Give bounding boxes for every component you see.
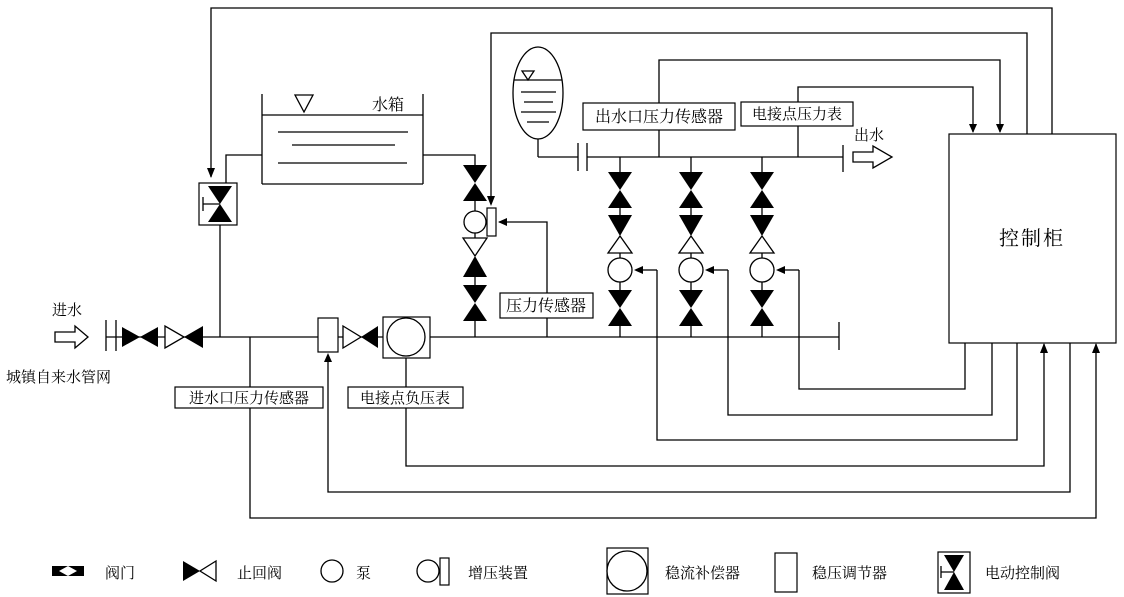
pump-column-3 [750, 157, 965, 389]
legend-label: 稳压调节器 [812, 566, 888, 582]
flow-compensator-circle [387, 318, 425, 356]
valve-triangle [750, 290, 774, 308]
sensor-leader-line [499, 222, 547, 337]
flow-arrow-right-icon [55, 326, 88, 348]
negative-gauge-annotation [348, 343, 1048, 466]
pump-circle [750, 258, 774, 282]
legend-item-pump [321, 560, 371, 582]
legend-label: 电动控制阀 [985, 566, 1061, 582]
cabinet-to-regulator-wire [328, 343, 1070, 492]
tank-left-outlet-pipe [226, 155, 262, 183]
pressure-regulator [318, 318, 338, 352]
valve-triangle [463, 183, 487, 201]
check-valve-symbol [679, 236, 703, 253]
legend-label: 阀门 [105, 566, 136, 582]
valve-triangle [679, 190, 703, 208]
flex-joint-ticks [578, 143, 587, 171]
check-valve-symbol [608, 236, 632, 253]
inlet-sensor-label: 进水口压力传感器 [188, 391, 310, 407]
check-valve-symbol [750, 215, 774, 236]
outlet-label: 出水 [854, 128, 885, 144]
water-tank [226, 94, 475, 184]
pressure-sensor-label: 压力传感器 [505, 298, 587, 315]
valve-triangle [750, 190, 774, 208]
outlet-sensor-label: 出水口压力传感器 [594, 109, 724, 126]
valve-triangle [679, 172, 703, 190]
source-label: 城镇自来水管网 [6, 370, 112, 386]
pump-icon [321, 560, 343, 582]
regulator-control-wire [324, 343, 1070, 492]
check-valve-symbol [463, 256, 487, 277]
compensator-icon-circle [607, 551, 647, 591]
arrow-left-icon [705, 266, 714, 274]
booster-pump-circle [464, 211, 486, 233]
check-valve-symbol [463, 238, 487, 256]
legend-item-compensator [607, 548, 740, 594]
outlet-header [538, 127, 892, 172]
arrow-up-icon [1040, 343, 1048, 353]
tank-label: 水箱 [372, 97, 405, 114]
arrow-left-icon [498, 218, 507, 226]
valve-triangle [608, 172, 632, 190]
pipe-union-ticks [106, 320, 116, 351]
arrow-down-icon [996, 124, 1004, 133]
water-level-icon [295, 95, 313, 112]
negative-gauge-wire [406, 344, 1044, 466]
valve-triangle [463, 165, 487, 183]
legend-item-valve [52, 565, 135, 582]
pump3-control-wire [799, 270, 965, 389]
valve-triangle [679, 290, 703, 308]
check-valve-icon [200, 561, 216, 581]
arrow-up-icon [324, 353, 332, 362]
legend-item-electric-valve [938, 552, 1060, 593]
legend-item-check-valve [183, 561, 282, 582]
valve-triangle [679, 308, 703, 326]
check-valve-symbol [361, 326, 378, 348]
legend-label: 泵 [356, 566, 372, 582]
cabinet-label: 控制柜 [999, 228, 1065, 250]
pump-circle [608, 258, 632, 282]
legend [52, 548, 1060, 594]
electric-control-valve [199, 183, 237, 337]
arrow-down-icon [207, 168, 215, 178]
legend-label: 增压装置 [468, 566, 529, 582]
legend-label: 稳流补偿器 [665, 566, 741, 582]
vessel-body [513, 47, 563, 139]
legend-item-regulator [775, 553, 887, 592]
pump-column-2 [679, 157, 992, 415]
tank-water-lines [278, 132, 408, 163]
inlet-sensor-annotation [175, 337, 1100, 518]
flow-arrow-right-icon [853, 146, 892, 168]
valve-symbol [122, 327, 140, 347]
regulator-icon [775, 553, 797, 592]
contact-gauge-annotation [741, 102, 853, 157]
negative-gauge-label: 电接点负压表 [359, 391, 451, 407]
check-valve-symbol [679, 215, 703, 236]
booster-icon-rect [440, 558, 449, 585]
pump-circle [679, 258, 703, 282]
inlet-label: 进水 [52, 303, 83, 319]
valve-triangle [463, 303, 487, 321]
pressure-vessel [513, 47, 563, 157]
check-valve-symbol [750, 236, 774, 253]
inlet-line [6, 302, 839, 386]
arrow-down-icon [969, 124, 977, 133]
valve-triangle [608, 290, 632, 308]
inlet-sensor-wire [250, 337, 1096, 518]
check-valve-symbol [184, 326, 203, 348]
pressure-sensor-annotation [498, 218, 593, 337]
valve-triangle [608, 308, 632, 326]
valve-triangle [463, 285, 487, 303]
legend-item-booster [417, 558, 528, 585]
arrow-left-icon [776, 266, 785, 274]
valve-triangle [750, 172, 774, 190]
check-valve-symbol [165, 326, 184, 348]
booster-actuator [487, 208, 496, 236]
control-cabinet [949, 134, 1116, 343]
valve-symbol [140, 327, 158, 347]
tank-right-outlet-pipe [423, 155, 475, 165]
arrow-left-icon [634, 266, 643, 274]
valve-triangle [608, 190, 632, 208]
arrow-down-icon [487, 196, 495, 206]
legend-label: 止回阀 [237, 566, 283, 582]
contact-gauge-label: 电接点压力表 [751, 107, 843, 123]
booster-icon-circle [417, 560, 439, 582]
arrow-up-icon [1092, 343, 1100, 353]
check-valve-symbol [343, 326, 361, 348]
check-valve-symbol [608, 215, 632, 236]
check-valve-icon [183, 561, 200, 581]
valve-triangle [750, 308, 774, 326]
outlet-sensor-annotation [583, 103, 735, 157]
